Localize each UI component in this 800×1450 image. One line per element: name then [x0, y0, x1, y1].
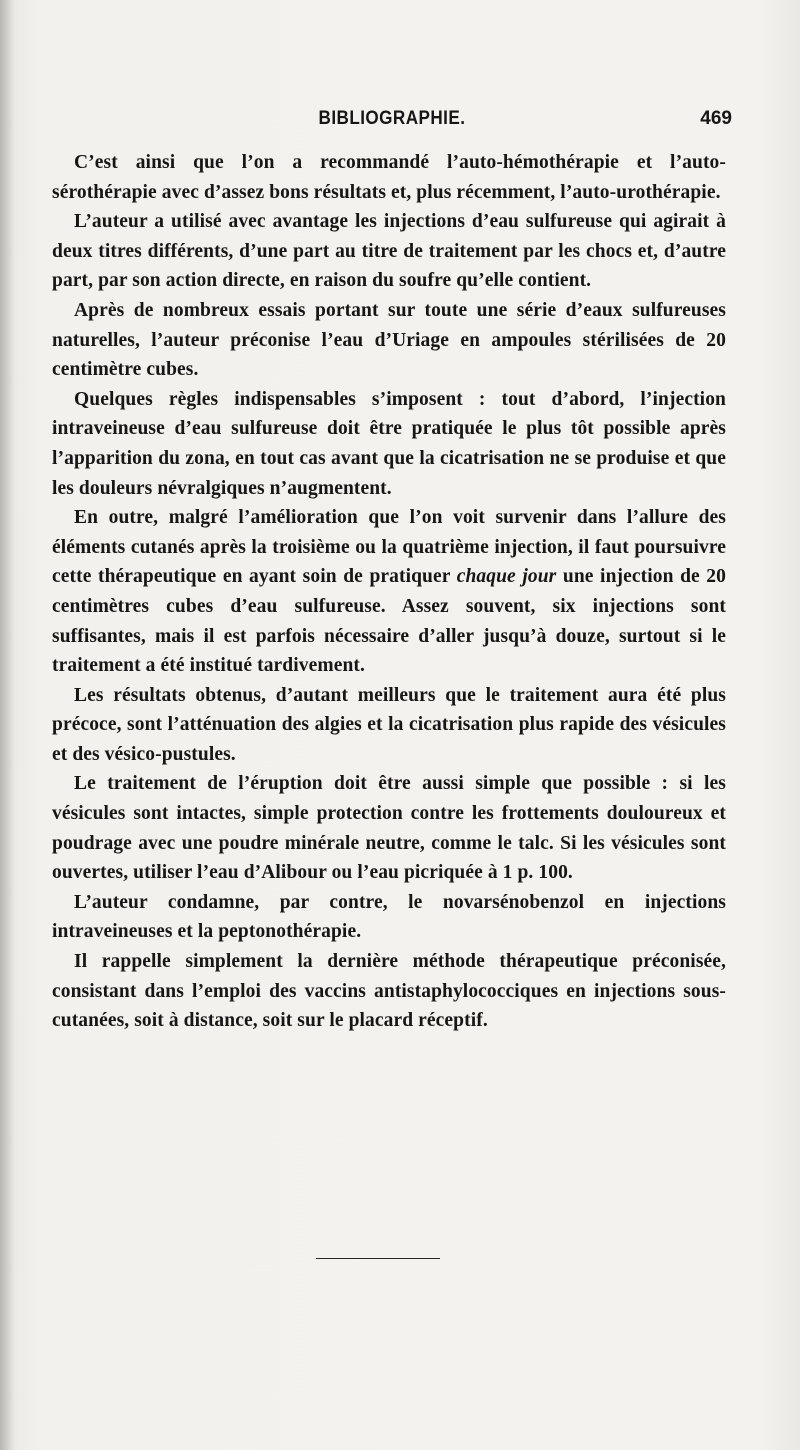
page-number: 469 [700, 108, 732, 129]
running-head [52, 104, 732, 134]
paragraph-7: Le traitement de l’éruption doit être aussi simple que possible : si les vésicules sont intactes, simple protection contre les frottements douloureux et poudrage avec une poudre minérale neutre, comme le talc. Si les vésicules sont ouvertes, utiliser l’eau d’Alibour ou l’eau picriquée à 1 p. 100. [52, 773, 726, 884]
emphasis-chaque-jour: chaque jour [456, 566, 557, 588]
paragraph-1: C’est ainsi que l’on a recommandé l’auto-hémothérapie et l’auto-sérothérapie avec d’assez bons résultats et, plus récemment, l’auto-urothérapie. [52, 152, 726, 203]
paragraph-9: Il rappelle simplement la dernière méthode thérapeutique préconisée, consistant dans l’emploi des vaccins antistaphylococciques en injections sous-cutanées, soit à distance, soit sur le placard réceptif. [52, 951, 726, 1032]
paragraph-5-text-after: une injection de 20 centimètres cubes d’eau sulfureuse. Assez souvent, six injections sont suffisantes, mais il est parfois nécessaire d’aller jusqu’à douze, surtout si le traitement a été institué tardivement. [52, 566, 727, 677]
paragraph-2: L’auteur a utilisé avec avantage les injections d’eau sulfureuse qui agirait à deux titres différents, d’une part au titre de traitement par les chocs et, d’autre part, par son action directe, en raison du soufre qu’elle contient. [52, 211, 726, 292]
body-text [52, 148, 726, 1036]
paragraph-3: Après de nombreux essais portant sur toute une série d’eaux sulfureuses naturelles, l’auteur préconise l’eau d’Uriage en ampoules stérilisées de 20 centimètre cubes. [52, 299, 726, 381]
paragraph-5-text-before: En outre, malgré l’amélioration que l’on voit survenir dans l’allure des éléments cutanés après la troisième ou la quatrième injection, il faut poursuivre cette thérapeutique en ayant soin de pratiquer [52, 507, 726, 588]
section-end-rule [316, 1258, 440, 1259]
running-title: BIBLIOGRAPHIE. [318, 108, 466, 129]
paragraph-5 [52, 503, 726, 681]
paragraph-4: Quelques règles indispensables s’imposent : tout d’abord, l’injection intraveineuse d’eau sulfureuse doit être pratiquée le plus tôt possible après l’apparition du zona, en tout cas avant que la cicatrisation ne se produise et que les douleurs névralgiques n’augmentent. [52, 388, 726, 499]
binding-shadow [0, 0, 14, 1450]
paragraph-8: L’auteur condamne, par contre, le novarsénobenzol en injections intraveineuses et la peptonothérapie. [52, 891, 726, 943]
paragraph-6: Les résultats obtenus, d’autant meilleurs que le traitement aura été plus précoce, sont l’atténuation des algies et la cicatrisation plus rapide des vésicules et des vésico-pustules. [52, 684, 726, 765]
